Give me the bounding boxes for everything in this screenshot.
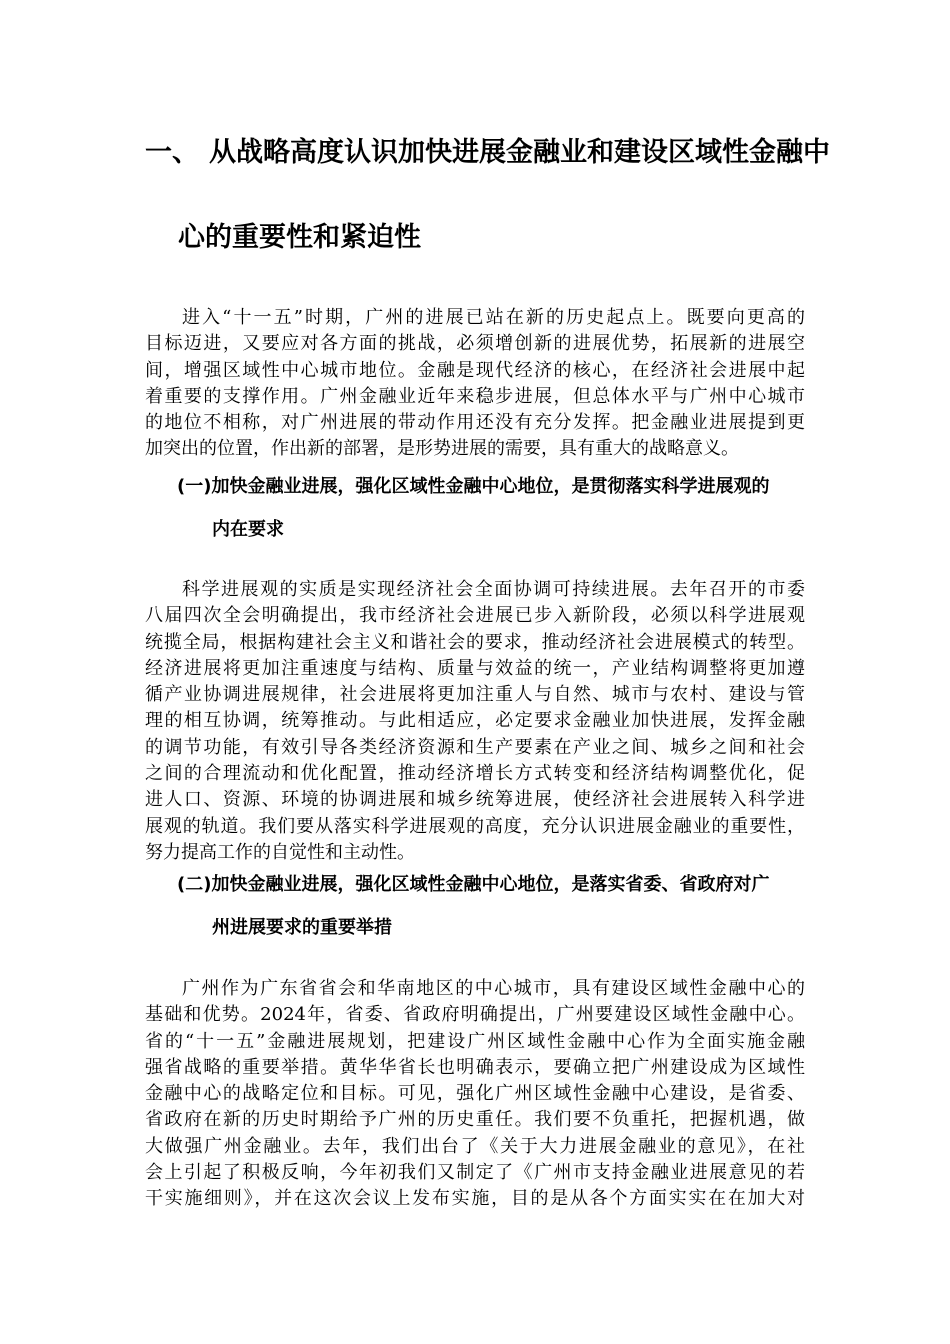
paragraph-line: 省政府在新的历史时期给予广州的历史重任。我们要不负重托，把握机遇，做 xyxy=(145,1109,805,1131)
paragraph-line: 八届四次全会明确提出，我市经济社会进展已步入新阶段，必须以科学进展观 xyxy=(145,605,805,627)
paragraph-line: 大做强广州金融业。去年，我们出台了《关于大力进展金融业的意见》，在社 xyxy=(145,1135,805,1157)
paragraph-line: 基础和优势。2024年，省委、省政府明确提出，广州要建设区域性金融中心。 xyxy=(145,1004,805,1026)
paragraph-line: 加突出的位置，作出新的部署，是形势进展的需要，具有重大的战略意义。 xyxy=(145,438,739,460)
paragraph-line: 循产业协调进展规律，社会进展将更加注重人与自然、城市与农村、建设与管 xyxy=(145,684,805,706)
chapter-heading xyxy=(145,133,830,173)
paragraph-line: 金融中心的战略定位和目标。可见，强化广州区域性金融中心建设，是省委、 xyxy=(145,1083,805,1105)
paragraph-line: 间，增强区域性中心城市地位。金融是现代经济的核心，在经济社会进展中起 xyxy=(145,359,805,381)
paragraph-line: 理的相互协调，统筹推动。与此相适应，必定要求金融业加快进展，发挥金融 xyxy=(145,710,805,732)
chapter-heading-line-1: 从战略高度认识加快进展金融业和建设区域性金融中 xyxy=(209,137,830,168)
paragraph-line: 经济进展将更加注重速度与结构、质量与效益的统一，产业结构调整将更加遵 xyxy=(145,657,805,679)
paragraph-line: 的地位不相称，对广州进展的带动作用还没有充分发挥。把金融业进展提到更 xyxy=(145,412,805,434)
section-heading-1: (一)加快金融业进展，强化区域性金融中心地位，是贯彻落实科学进展观的 xyxy=(177,476,770,497)
paragraph-line: 广州作为广东省省会和华南地区的中心城市，具有建设区域性金融中心的 xyxy=(182,978,805,999)
paragraph-line: 干实施细则》，并在这次会议上发布实施，目的是从各个方面实实在在加大对 xyxy=(145,1188,805,1210)
paragraph-1 xyxy=(145,305,805,463)
section-heading-2-line-2: 州进展要求的重要举措 xyxy=(212,917,392,938)
section-heading-1-line-2: 内在要求 xyxy=(212,519,284,540)
chapter-number: 一、 xyxy=(145,137,199,168)
paragraph-line: 努力提高工作的自觉性和主动性。 xyxy=(145,841,415,863)
paragraph-3 xyxy=(145,976,805,1213)
section-heading-2: (二)加快金融业进展，强化区域性金融中心地位，是落实省委、省政府对广 xyxy=(177,874,770,895)
paragraph-line: 目标迈进，又要应对各方面的挑战，必须增创新的进展优势，拓展新的进展空 xyxy=(145,333,805,355)
paragraph-line: 的调节功能，有效引导各类经济资源和生产要素在产业之间、城乡之间和社会 xyxy=(145,736,805,758)
paragraph-line: 进入“十一五”时期，广州的进展已站在新的历史起点上。既要向更高的 xyxy=(182,307,805,328)
paragraph-line: 统揽全局，根据构建社会主义和谐社会的要求，推动经济社会进展模式的转型。 xyxy=(145,631,805,653)
paragraph-line: 之间的合理流动和优化配置，推动经济增长方式转变和经济结构调整优化，促 xyxy=(145,763,805,785)
paragraph-line: 省的“十一五”金融进展规划，把建设广州区域性金融中心作为全面实施金融 xyxy=(145,1030,805,1052)
paragraph-line: 着重要的支撑作用。广州金融业近年来稳步进展，但总体水平与广州中心城市 xyxy=(145,385,805,407)
chapter-heading-line-2: 心的重要性和紧迫性 xyxy=(178,222,421,253)
paragraph-line: 科学进展观的实质是实现经济社会全面协调可持续进展。去年召开的市委 xyxy=(182,579,805,600)
paragraph-2 xyxy=(145,577,805,866)
paragraph-line: 强省战略的重要举措。黄华华省长也明确表示，要确立把广州建设成为区域性 xyxy=(145,1056,805,1078)
paragraph-line: 进人口、资源、环境的协调进展和城乡统筹进展，使经济社会进展转入科学进 xyxy=(145,789,805,811)
paragraph-line: 展观的轨道。我们要从落实科学进展观的高度，充分认识进展金融业的重要性， xyxy=(145,815,805,837)
paragraph-line: 会上引起了积极反响，今年初我们又制定了《广州市支持金融业进展意见的若 xyxy=(145,1162,805,1184)
